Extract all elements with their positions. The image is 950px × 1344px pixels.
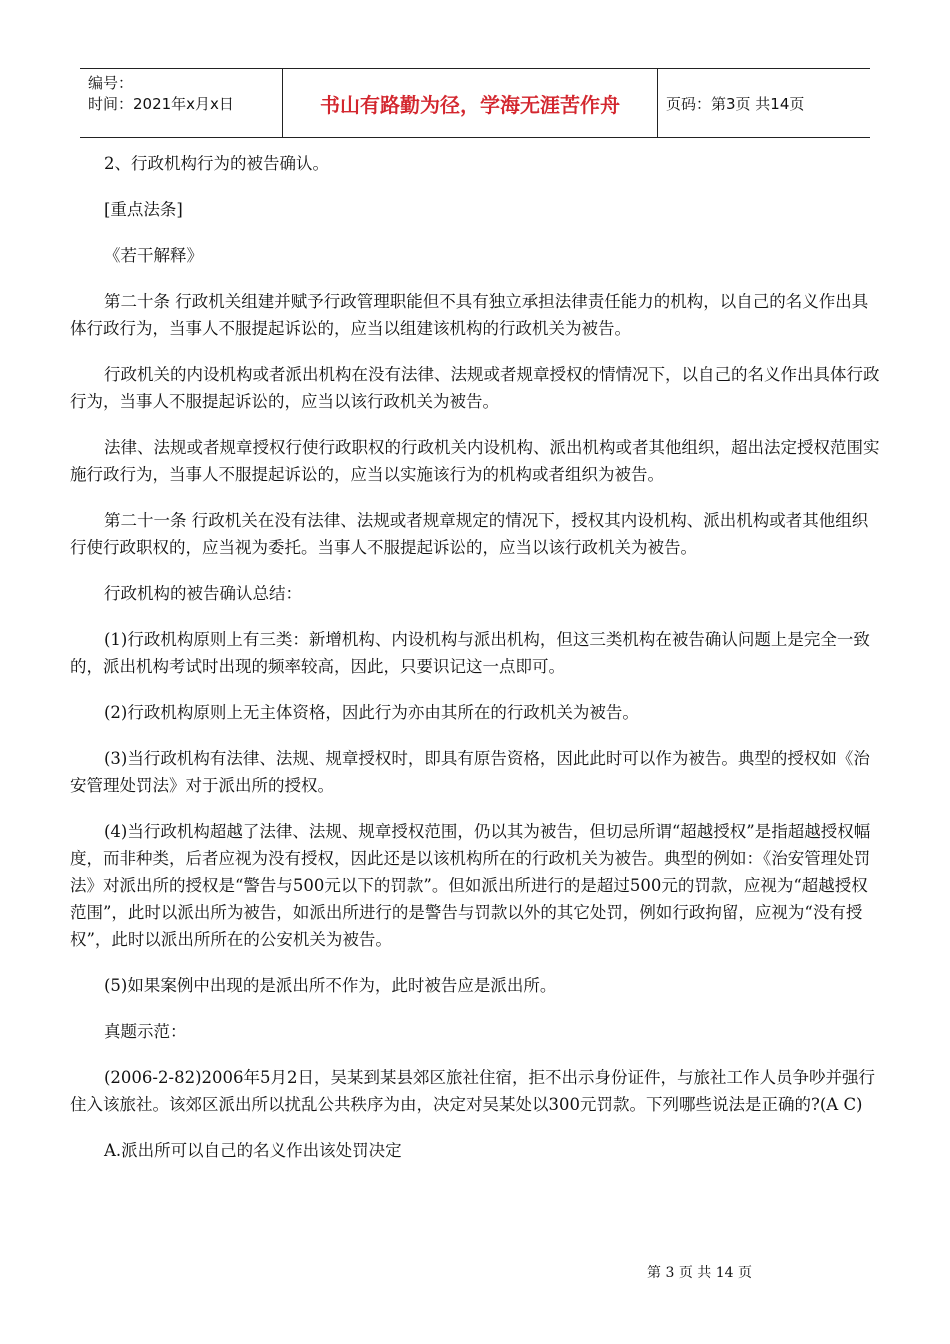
summary-point-5: (5)如果案例中出现的是派出所不作为，此时被告应是派出所。 bbox=[104, 976, 557, 995]
document-number: 编号： bbox=[88, 74, 134, 92]
summary-point-3: (3)当行政机构有法律、法规、规章授权时，即具有原告资格，因此此时可以作为被告。典型的授权如《治安管理处罚法》对于派出所的授权。 bbox=[70, 749, 870, 795]
header-page-info: 页码：第3页 共14页 bbox=[666, 94, 805, 113]
article-20: 第二十条 行政机关组建并赋予行政管理职能但不具有独立承担法律责任能力的机构，以自己的名义作出具体行政行为，当事人不服提起诉讼的，应当以组建该机构的行政机关为被告。 bbox=[70, 292, 869, 338]
section-heading: 2、行政机构行为的被告确认。 bbox=[104, 154, 329, 173]
page-footer: 第 3 页 共 14 页 bbox=[647, 1265, 752, 1281]
article-20-para-3: 法律、法规或者规章授权行使行政职权的行政机关内设机构、派出机构或者其他组织，超出法定授权范围实施行政行为，当事人不服提起诉讼的，应当以实施该行为的机构或者组织为被告。 bbox=[70, 438, 880, 484]
article-20-para-2: 行政机关的内设机构或者派出机构在没有法律、法规或者规章授权的情情况下，以自己的名义作出具体行政行为，当事人不服提起诉讼的，应当以该行政机关为被告。 bbox=[70, 365, 880, 411]
header-meta bbox=[80, 69, 283, 137]
article-21: 第二十一条 行政机关在没有法律、法规或者规章规定的情况下，授权其内设机构、派出机构或者其他组织行使行政职权的，应当视为委托。当事人不服提起诉讼的，应当以该行政机关为被告。 bbox=[70, 511, 869, 557]
summary-point-4: (4)当行政机构超越了法律、法规、规章授权范围，仍以其为被告，但切忌所谓“超越授权”是指超越授权幅度，而非种类，后者应视为没有授权，因此还是以该机构所在的行政机关为被告。典型的例如：《治安管理处罚法》对派出所的授权是“警告与500元以下的罚款”。但如派出所进行的是超过500元的罚款，应视为“超越授权范围”，此时以派出所为被告，如派出所进行的是警告与罚款以外的其它处罚，例如行政拘留，应视为“没有授权”，此时以派出所所在的公安机关为被告。 bbox=[70, 822, 871, 949]
answer-option-a: A.派出所可以自己的名义作出该处罚决定 bbox=[104, 1141, 402, 1160]
summary-point-2: (2)行政机构原则上无主体资格，因此行为亦由其所在的行政机关为被告。 bbox=[104, 703, 639, 722]
document-body bbox=[70, 150, 882, 1183]
key-articles-label: [重点法条] bbox=[104, 200, 183, 219]
summary-heading: 行政机构的被告确认总结： bbox=[104, 584, 302, 603]
document-date: 时间：2021年x月x日 bbox=[88, 95, 234, 113]
source-title: 《若干解释》 bbox=[104, 246, 203, 265]
summary-point-1: (1)行政机构原则上有三类：新增机构、内设机构与派出机构，但这三类机构在被告确认问题上是完全一致的，派出机构考试时出现的频率较高，因此，只要识记这一点即可。 bbox=[70, 630, 870, 676]
header-motto: 书山有路勤为径，学海无涯苦作舟 bbox=[283, 69, 658, 137]
page-header bbox=[80, 68, 870, 138]
exam-example-heading: 真题示范： bbox=[104, 1022, 187, 1041]
exam-question: (2006-2-82)2006年5月2日，吴某到某县郊区旅社住宿，拒不出示身份证件，与旅社工作人员争吵并强行住入该旅社。该郊区派出所以扰乱公共秩序为由，决定对吴某处以300元罚款。下列哪些说法是正确的?(A C) bbox=[70, 1068, 875, 1114]
